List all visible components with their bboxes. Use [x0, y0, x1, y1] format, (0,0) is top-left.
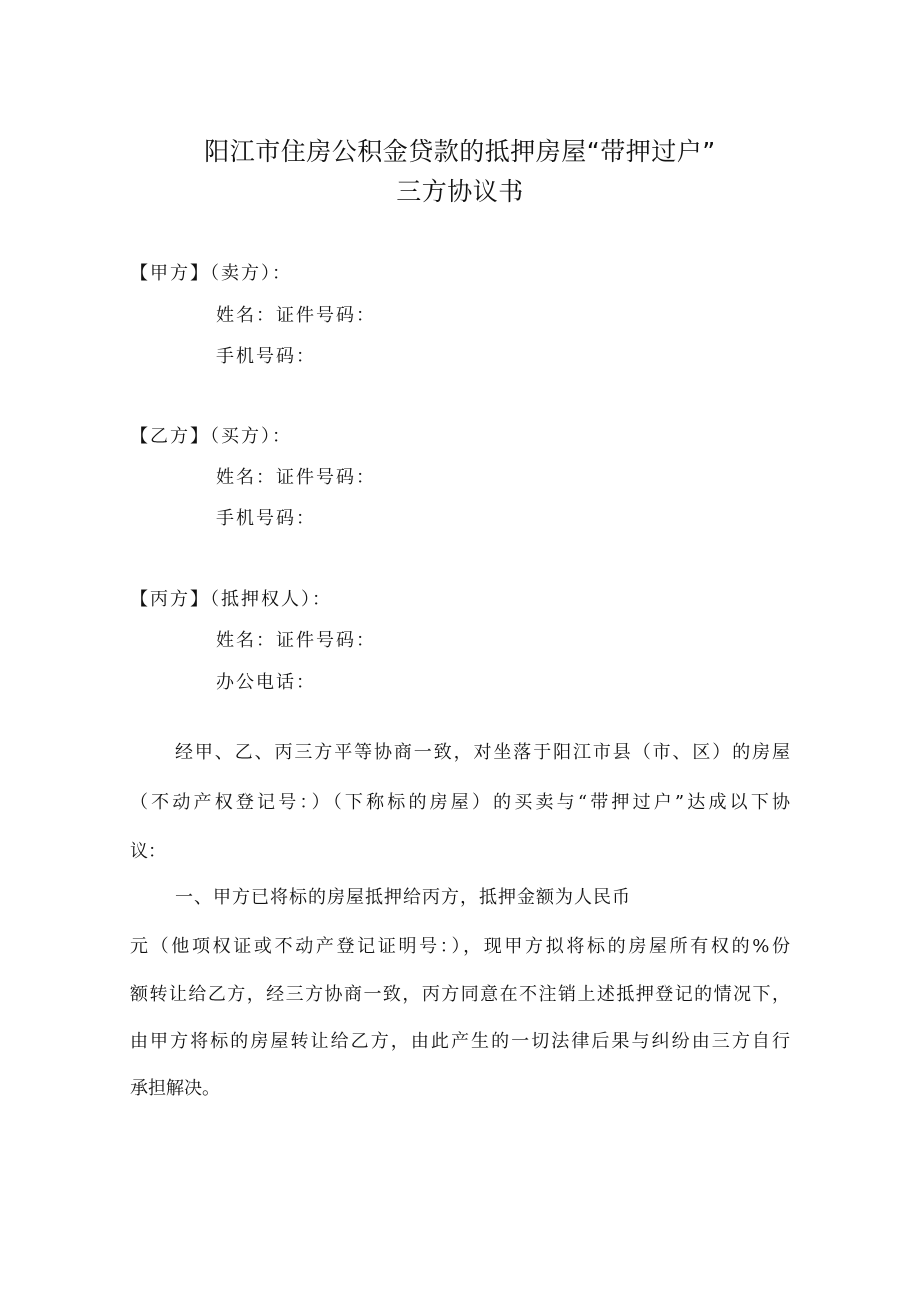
intro-line-2: （不动产权登记号：）（下称标的房屋）的买卖与“带押过户”达成以下协 — [130, 792, 790, 813]
party-a-phone-label: 手机号码： — [216, 346, 316, 367]
party-a-name-label: 姓名：证件号码： — [216, 305, 376, 326]
party-c-office-phone-label: 办公电话： — [216, 672, 316, 693]
party-c-header: 【丙方】（抵押权人）： — [130, 589, 332, 610]
party-b-phone-label: 手机号码： — [216, 508, 316, 529]
clause-1-line-5: 承担解决。 — [130, 1078, 220, 1099]
party-c-name-label: 姓名：证件号码： — [216, 630, 376, 651]
document-title-line-2: 三方协议书 — [396, 177, 524, 206]
clause-1-line-3: 额转让给乙方，经三方协商一致，丙方同意在不注销上述抵押登记的情况下， — [130, 984, 790, 1005]
document-title-line-1: 阳江市住房公积金贷款的抵押房屋“带押过户” — [204, 137, 716, 166]
clause-1-line-2: 元（他项权证或不动产登记证明号：），现甲方拟将标的房屋所有权的%份 — [130, 936, 790, 957]
intro-line-3: 议： — [130, 841, 166, 862]
party-a-header: 【甲方】（卖方）： — [130, 263, 292, 284]
party-b-header: 【乙方】（买方）： — [130, 426, 292, 447]
clause-1-line-4: 由甲方将标的房屋转让给乙方，由此产生的一切法律后果与纠纷由三方自行 — [130, 1031, 790, 1052]
clause-1-line-1: 一、甲方已将标的房屋抵押给丙方，抵押金额为人民币 — [175, 887, 631, 908]
party-b-name-label: 姓名：证件号码： — [216, 467, 376, 488]
intro-line-1: 经甲、乙、丙三方平等协商一致，对坐落于阳江市县（市、区）的房屋 — [175, 742, 790, 763]
